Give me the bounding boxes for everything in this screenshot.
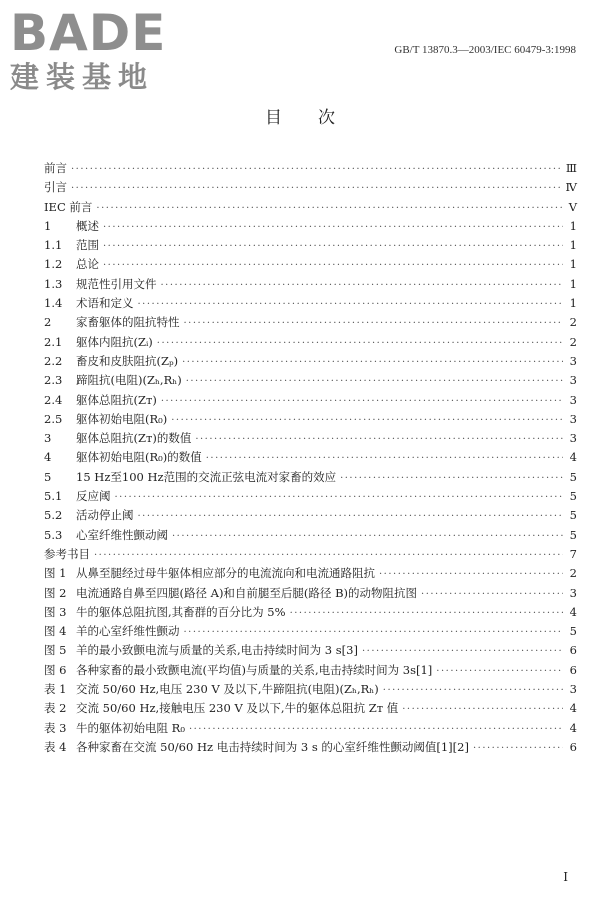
- toc-entry-label: 引言: [44, 180, 67, 195]
- toc-leader-dots: [138, 511, 564, 522]
- toc-entry-number: 1: [44, 218, 52, 233]
- toc-entry-label: 交流 50/60 Hz,接触电压 230 V 及以下,牛的躯体总阻抗 Zᴛ 值: [76, 701, 399, 716]
- toc-leader-dots: [189, 724, 563, 735]
- toc-entry[interactable]: [44, 585, 577, 604]
- toc-entry-number: 表 2: [44, 701, 67, 716]
- toc-entry[interactable]: [44, 449, 577, 468]
- toc-leader-dots: [195, 434, 563, 445]
- toc-leader-dots: [103, 260, 563, 271]
- toc-leader-dots: [182, 357, 563, 368]
- toc-entry-number: 2.4: [44, 392, 63, 407]
- toc-entry-label: 躯体总阻抗(Zᴛ): [76, 392, 157, 407]
- toc-leader-dots: [402, 704, 563, 715]
- toc-entry-number: 1.2: [44, 257, 63, 272]
- toc-entry-page: 5: [569, 469, 577, 484]
- toc-entry-number: 图 1: [44, 566, 67, 581]
- toc-entry-label: 心室纤维性颤动阈: [76, 527, 168, 542]
- toc-entry[interactable]: [44, 237, 577, 256]
- toc-entry[interactable]: [44, 527, 577, 546]
- toc-entry-label: 15 Hz至100 Hz范围的交流正弦电流对家畜的效应: [76, 469, 337, 484]
- toc-entry-number: 图 6: [44, 662, 67, 677]
- toc-entry-label: 从鼻至腿经过母牛躯体相应部分的电流流向和电流通路阻抗: [76, 566, 375, 581]
- toc-entry-page: 2: [569, 334, 577, 349]
- toc-entry[interactable]: [44, 372, 577, 391]
- toc-entry-label: 躯体内阻抗(Zᵢ): [76, 334, 153, 349]
- toc-entry-page: 5: [569, 508, 577, 523]
- logo-brand-cn: 建装基地: [10, 60, 155, 94]
- toc-leader-dots: [186, 376, 563, 387]
- toc-entry-label: 蹄阻抗(电阻)(Zₕ,Rₕ): [76, 373, 182, 388]
- toc-leader-dots: [379, 569, 563, 580]
- toc-leader-dots: [362, 646, 563, 657]
- toc-entry-number: 5.3: [44, 527, 63, 542]
- toc-entry-page: 3: [569, 392, 577, 407]
- toc-entry[interactable]: [44, 700, 577, 719]
- toc-leader-dots: [138, 299, 564, 310]
- toc-entry[interactable]: [44, 218, 577, 237]
- toc-entry[interactable]: [44, 392, 577, 411]
- toc-entry-page: Ⅳ: [565, 180, 577, 195]
- toc-entry-label: 参考书目: [44, 546, 90, 561]
- toc-entry-label: 范围: [76, 238, 99, 253]
- toc-leader-dots: [436, 666, 563, 677]
- toc-entry-page: 4: [569, 450, 577, 465]
- toc-entry[interactable]: [44, 430, 577, 449]
- toc-entry-number: 2: [44, 315, 52, 330]
- toc-entry-number: 图 5: [44, 643, 67, 658]
- toc-entry-label: 规范性引用文件: [76, 276, 157, 291]
- brand-logo: [10, 4, 180, 94]
- toc-entry[interactable]: [44, 662, 577, 681]
- toc-entry-page: 3: [569, 682, 577, 697]
- toc-entry-number: 4: [44, 450, 52, 465]
- toc-entry-page: Ⅲ: [565, 161, 577, 175]
- toc-entry-page: 5: [569, 527, 577, 542]
- toc-entry-label: 术语和定义: [76, 296, 134, 311]
- toc-entry[interactable]: [44, 546, 577, 565]
- toc-entry-number: 2.5: [44, 411, 63, 426]
- toc-entry-number: 5.2: [44, 508, 63, 523]
- toc-leader-dots: [184, 318, 564, 329]
- toc-entry-label: IEC 前言: [44, 199, 93, 214]
- toc-entry-label: 电流通路自鼻至四腿(路径 A)和自前腿至后腿(路径 B)的动物阻抗图: [76, 585, 418, 600]
- toc-entry-label: 前言: [44, 161, 67, 175]
- toc-entry-label: 家畜躯体的阻抗特性: [76, 315, 180, 330]
- toc-entry-label: 羊的最小致颤电流与质量的关系,电击持续时间为 3 s[3]: [76, 643, 358, 658]
- toc-entry-page: 3: [569, 411, 577, 426]
- logo-brand-text: BADE: [10, 4, 167, 62]
- toc-entry[interactable]: [44, 199, 577, 218]
- toc-leader-dots: [103, 222, 563, 233]
- toc-entry-label: 牛的躯体总阻抗图,其畜群的百分比为 5%: [76, 604, 286, 619]
- toc-entry-page: 5: [569, 624, 577, 639]
- toc-leader-dots: [71, 164, 562, 175]
- toc-entry-page: 1: [569, 296, 577, 311]
- page-number: Ⅰ: [563, 870, 568, 884]
- toc-leader-dots: [103, 241, 563, 252]
- toc-entry-page: 6: [569, 662, 577, 677]
- toc-leader-dots: [161, 396, 563, 407]
- toc-entry-page: 3: [569, 431, 577, 446]
- toc-entry-page: 1: [569, 257, 577, 272]
- toc-entry-number: 表 3: [44, 720, 67, 735]
- toc-leader-dots: [94, 550, 563, 561]
- toc-entry-label: 各种家畜在交流 50/60 Hz 电击持续时间为 3 s 的心室纤维性颤动阈值[1][2]: [76, 739, 469, 754]
- toc-entry-page: 6: [569, 643, 577, 658]
- toc-leader-dots: [473, 743, 563, 754]
- toc-entry-label: 各种家畜的最小致颤电流(平均值)与质量的关系,电击持续时间为 3s[1]: [76, 662, 433, 677]
- toc-entry-page: 2: [569, 566, 577, 581]
- toc-entry-page: 1: [569, 276, 577, 291]
- toc-entry-page: 4: [569, 604, 577, 619]
- toc-entry[interactable]: [44, 314, 577, 333]
- toc-entry-page: 1: [569, 238, 577, 253]
- toc-entry[interactable]: [44, 565, 577, 584]
- toc-entry-page: 4: [569, 701, 577, 716]
- toc-leader-dots: [171, 415, 563, 426]
- toc-entry[interactable]: [44, 353, 577, 372]
- toc-entry-page: 3: [569, 373, 577, 388]
- toc-entry-number: 1.1: [44, 238, 63, 253]
- toc-entry-label: 概述: [76, 218, 99, 233]
- toc-leader-dots: [421, 589, 563, 600]
- toc-entry-page: 3: [569, 585, 577, 600]
- toc-leader-dots: [172, 531, 563, 542]
- toc-entry[interactable]: [44, 739, 577, 758]
- toc-entry-number: 1.4: [44, 296, 63, 311]
- toc-leader-dots: [71, 183, 562, 194]
- toc-leader-dots: [157, 338, 563, 349]
- toc-entry-number: 表 1: [44, 682, 67, 697]
- toc-entry[interactable]: [44, 334, 577, 353]
- toc-entry-number: 表 4: [44, 739, 67, 754]
- toc-entry[interactable]: [44, 507, 577, 526]
- toc-entry[interactable]: [44, 295, 577, 314]
- toc-entry-page: 2: [569, 315, 577, 330]
- toc-entry[interactable]: [44, 179, 577, 198]
- toc-entry[interactable]: [44, 276, 577, 295]
- toc-entry-page: 3: [569, 353, 577, 368]
- toc-entry[interactable]: [44, 604, 577, 623]
- page-title: 目次: [265, 108, 371, 128]
- toc-entry-label: 总论: [76, 257, 99, 272]
- toc-entry-page: 5: [569, 489, 577, 504]
- toc-entry-label: 羊的心室纤维性颤动: [76, 624, 180, 639]
- toc-entry-label: 躯体总阻抗(Zᴛ)的数值: [76, 431, 192, 446]
- toc-entry-page: 4: [569, 720, 577, 735]
- toc-entry-label: 躯体初始电阻(R₀)的数值: [76, 450, 202, 465]
- toc-entry-number: 图 4: [44, 624, 67, 639]
- toc-leader-dots: [184, 627, 564, 638]
- toc-entry-label: 交流 50/60 Hz,电压 230 V 及以下,牛蹄阻抗(电阻)(Zₕ,Rₕ): [76, 682, 379, 697]
- toc-entry-number: 2.3: [44, 373, 63, 388]
- toc-leader-dots: [206, 453, 563, 464]
- toc-entry-number: 5.1: [44, 489, 63, 504]
- toc-entry[interactable]: [44, 623, 577, 642]
- toc-leader-dots: [340, 473, 563, 484]
- toc-entry[interactable]: [44, 720, 577, 739]
- toc-entry-page: 7: [569, 546, 577, 561]
- toc-entry-page: 6: [569, 739, 577, 754]
- toc-leader-dots: [383, 685, 563, 696]
- toc-leader-dots: [115, 492, 564, 503]
- toc-entry[interactable]: [44, 411, 577, 430]
- toc-entry-page: Ⅴ: [568, 199, 577, 214]
- toc-entry-number: 1.3: [44, 276, 63, 291]
- toc-entry-number: 5: [44, 469, 52, 484]
- toc-entry-number: 图 2: [44, 585, 67, 600]
- toc-entry[interactable]: [44, 488, 577, 507]
- toc-entry-number: 2.1: [44, 334, 63, 349]
- table-of-contents: [44, 160, 577, 758]
- toc-entry[interactable]: [44, 681, 577, 700]
- toc-entry-number: 2.2: [44, 353, 63, 368]
- toc-leader-dots: [161, 280, 564, 291]
- toc-entry[interactable]: [44, 160, 577, 179]
- toc-entry[interactable]: [44, 469, 577, 488]
- toc-leader-dots: [96, 203, 563, 214]
- toc-entry-label: 活动停止阈: [76, 508, 134, 523]
- toc-leader-dots: [290, 608, 563, 619]
- toc-entry-label: 反应阈: [76, 489, 111, 504]
- toc-entry-number: 图 3: [44, 604, 67, 619]
- toc-entry-label: 躯体初始电阻(R₀): [76, 411, 168, 426]
- toc-entry-number: 3: [44, 431, 52, 446]
- toc-entry-label: 牛的躯体初始电阻 R₀: [76, 720, 185, 735]
- toc-entry-page: 1: [569, 218, 577, 233]
- standard-number: GB/T 13870.3—2003/IEC 60479-3:1998: [394, 44, 576, 56]
- toc-entry-label: 畜皮和皮肤阻抗(Zₚ): [76, 353, 179, 368]
- toc-entry[interactable]: [44, 642, 577, 661]
- toc-entry[interactable]: [44, 256, 577, 275]
